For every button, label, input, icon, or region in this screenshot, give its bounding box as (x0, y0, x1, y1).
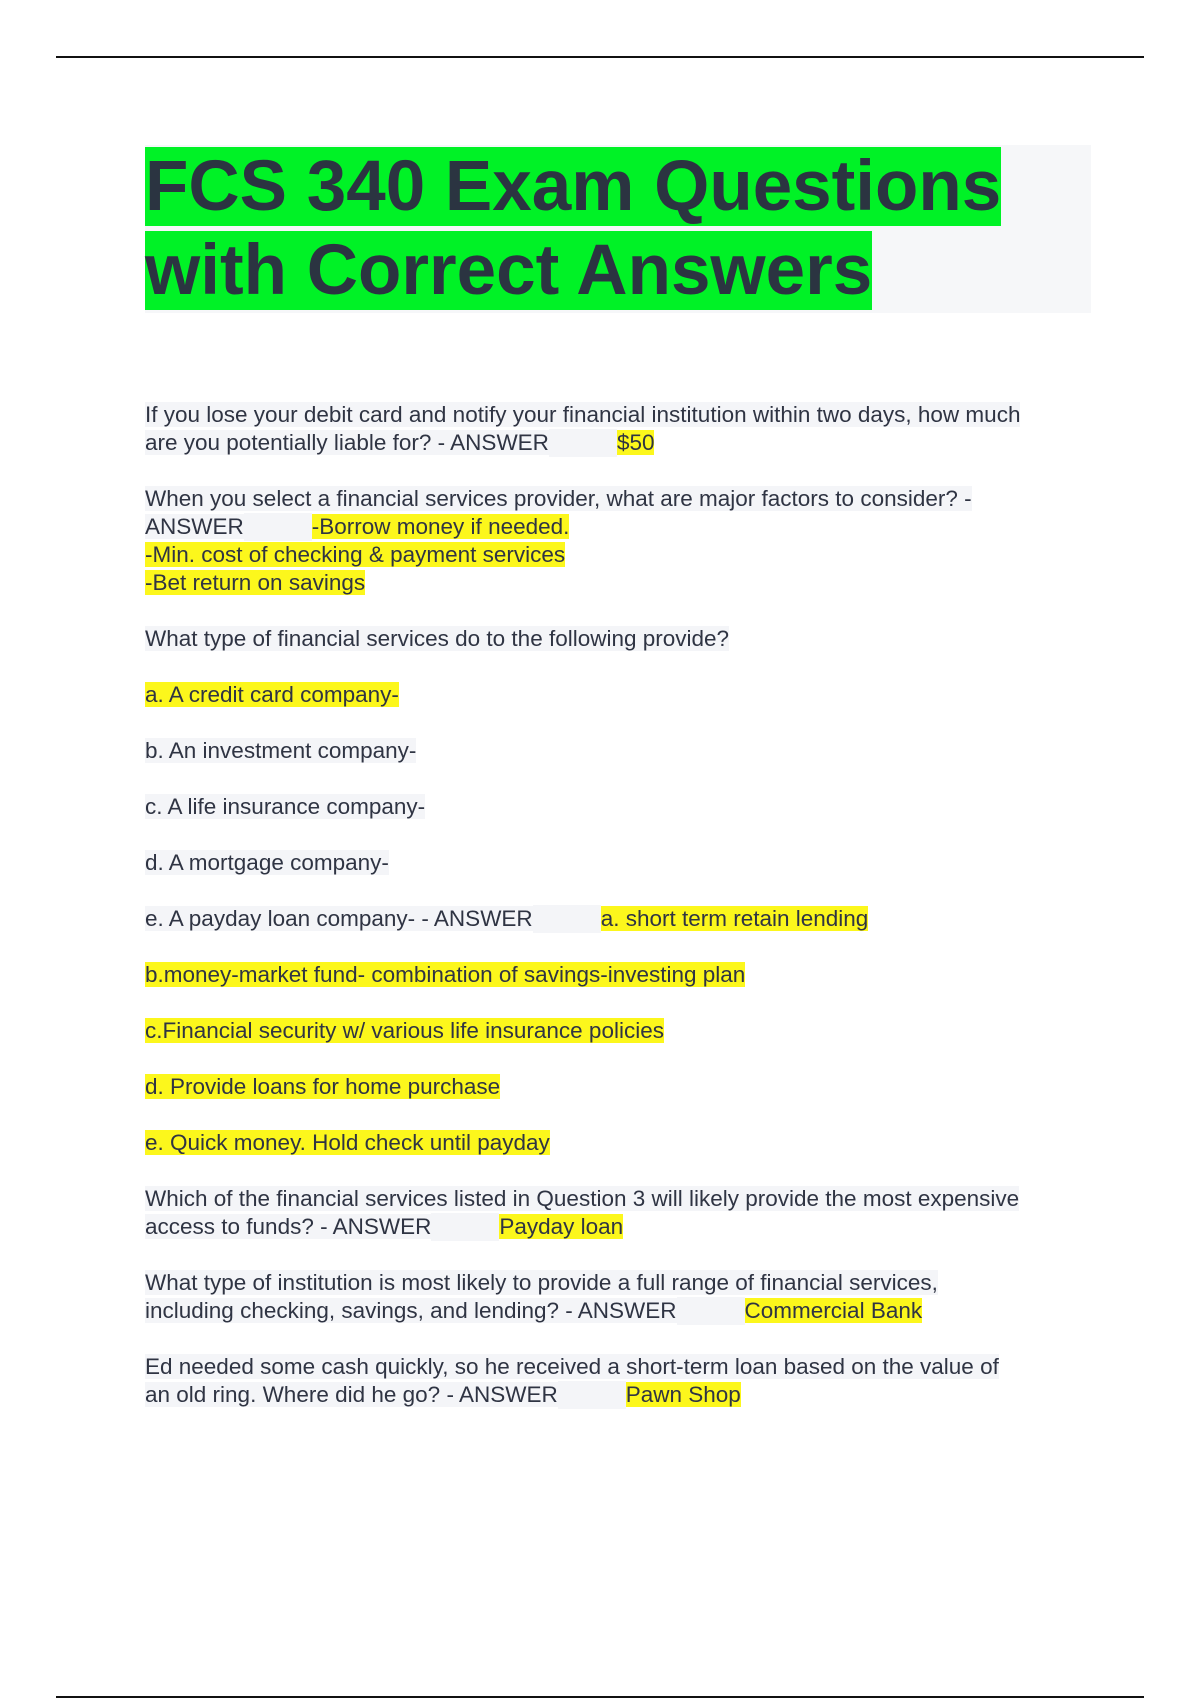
document-body (145, 145, 1091, 1437)
question-3-item-c: c. A life insurance company- (145, 794, 426, 819)
question-1-line-2: are you potentially liable for? - ANSWER (145, 430, 549, 455)
question-2 (145, 485, 1091, 597)
question-6 (145, 1353, 1091, 1409)
question-3-answer-d: d. Provide loans for home purchase (145, 1074, 501, 1099)
question-6-line-2: an old ring. Where did he go? - ANSWER (145, 1382, 558, 1407)
top-divider (56, 56, 1144, 58)
title-block (145, 145, 1091, 313)
question-5 (145, 1269, 1091, 1325)
question-3-item-e: e. A payday loan company- - ANSWER a. short term retain lending (145, 906, 869, 931)
question-5-line-1: What type of institution is most likely to provide a full range of financial services, (145, 1270, 938, 1295)
question-2-line-1: When you select a financial services provider, what are major factors to consider? - (145, 486, 972, 511)
question-5-line-2: including checking, savings, and lending? - ANSWER (145, 1298, 677, 1323)
question-2-answer-2: -Min. cost of checking & payment services (145, 542, 566, 567)
question-4-answer: Payday loan (499, 1214, 624, 1239)
document-title (145, 145, 1091, 313)
question-1-answer: $50 (616, 430, 655, 455)
question-4-line-2: access to funds? - ANSWER (145, 1214, 432, 1239)
question-3-item-b: b. An investment company- (145, 738, 417, 763)
bottom-divider (56, 1696, 1144, 1698)
question-6-answer: Pawn Shop (625, 1382, 741, 1407)
question-3-answer-c: c.Financial security w/ various life insurance policies (145, 1018, 664, 1043)
question-1-line-1: If you lose your debit card and notify your financial institution within two days, how much (145, 402, 1021, 427)
question-2-answer-1: -Borrow money if needed. (311, 514, 570, 539)
question-2-line-2: ANSWER (145, 514, 244, 539)
question-3-answer-e: e. Quick money. Hold check until payday (145, 1130, 550, 1155)
question-3-intro: What type of financial services do to the following provide? (145, 626, 730, 651)
question-3-answer-b: b.money-market fund- combination of savings-investing plan (145, 962, 746, 987)
question-4-line-1: Which of the financial services listed in Question 3 will likely provide the most expensive (145, 1186, 1020, 1211)
question-1 (145, 401, 1091, 457)
title-line-2: with Correct Answers (145, 231, 873, 310)
question-3-answer-a: a. short term retain lending (600, 906, 869, 931)
question-4 (145, 1185, 1091, 1241)
question-5-answer: Commercial Bank (744, 1298, 923, 1323)
title-line-1: FCS 340 Exam Questions (145, 147, 1002, 226)
question-2-answer-3: -Bet return on savings (145, 570, 366, 595)
question-3-item-d: d. A mortgage company- (145, 850, 389, 875)
question-3-item-a: a. A credit card company- (145, 682, 399, 707)
question-6-line-1: Ed needed some cash quickly, so he received a short-term loan based on the value of (145, 1354, 999, 1379)
